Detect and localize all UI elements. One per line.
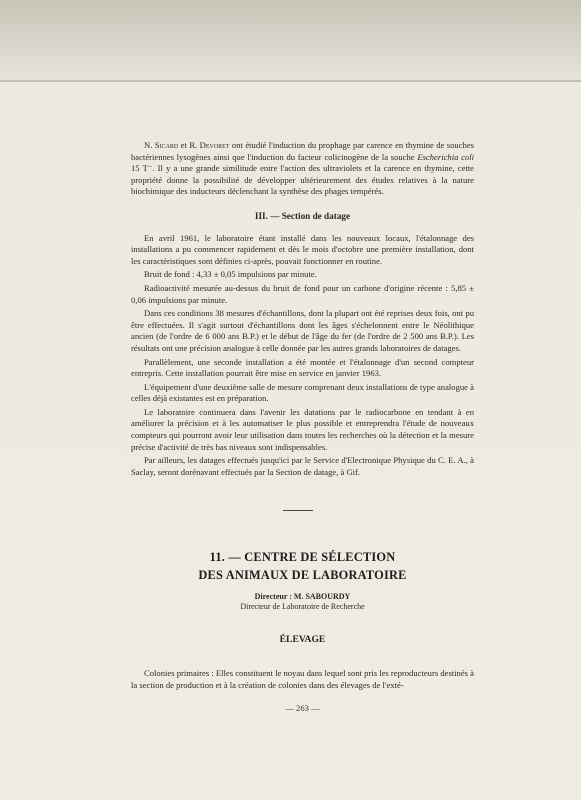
intro-text-a: ont étudié l'induction du prophage par carence en thymine de souches bactériennes lysogènes ainsi que l'induction du facteur colicinogène de la souche — [131, 140, 474, 162]
conjunction-text: et — [178, 140, 190, 150]
subsection-text-block — [131, 668, 474, 691]
subsection-heading: ÉLEVAGE — [279, 634, 326, 645]
paragraph: Radioactivité mesurée au-dessus du bruit de fond pour un carbone d'origine récente : 5,85 ± 0,06 impulsions par minute. — [131, 282, 474, 305]
paragraph: Bruit de fond : 4,33 ± 0,05 impulsions par minute. — [144, 269, 317, 280]
intro-text-b: 15 T⁻. Il y a une grande similitude entre l'action des ultraviolets et la carence en thymine, cette propriété donne la possibilité de développer ultérieurement des études relatives à la nature biochimique des inducteurs déclenchant la synthèse des phages tempérés. — [131, 163, 474, 197]
chapter-title-line: DES ANIMAUX DE LABORATOIRE — [198, 568, 407, 582]
paragraph: Le laboratoire continuera dans l'avenir les datations par le radiocarbone en tendant à en améliorer la précision et à les automatiser le plus possible et entreprendra l'étude de nouveaux compteurs qui pourront avoir leur utilisation dans toutes les recherches où la détection et la mesure précise d'activité de très bas niveaux sont indispensables. — [131, 406, 474, 452]
author-name: N. Sicard — [144, 140, 179, 150]
paragraph: Dans ces conditions 38 mesures d'échantillons, dont la plupart ont été reprises deux fois, ont pu être effectuées. Il s'agit surtout d'échantillons dont les âges s'échelonnent entre le Néolithique ancien (de l'ordre de 6 000 ans B.P.) et le début de l'âge du fer (de l'ordre de 2 500 ans B.P.). Les résultats ont une précision analogue à celle donnée par les autres grands laboratoires de datages. — [131, 308, 474, 353]
page-fold-line — [0, 80, 581, 82]
intro-paragraph — [131, 140, 474, 198]
paragraph: Colonies primaires : Elles constituent le noyau dans lequel sont pris les reproducteurs destinés à la section de production et à la création de colonies dans des élevages de l'exté- — [131, 668, 474, 690]
paragraph: L'équipement d'une deuxième salle de mesure comprenant deux installations de type analogue à celles déjà existantes est en préparation. — [131, 381, 474, 404]
director-role: Directeur de Laboratoire de Recherche — [240, 602, 365, 611]
author-name: R. Devoret — [189, 140, 230, 150]
chapter-title — [131, 548, 474, 584]
page-top-shadow — [0, 0, 581, 82]
page-number: — 263 — — [285, 703, 320, 713]
section-divider — [283, 510, 313, 511]
paragraph: Parallèlement, une seconde installation a été montée et l'étalonnage d'un second compteur entrepris. Cette installation pourrait être mise en service en janvier 1963. — [131, 356, 474, 379]
director-line — [131, 592, 474, 602]
paragraph: En avril 1961, le laboratoire étant installé dans les nouveaux locaux, l'étalonnage des installations a pu commencer rapidement et dès le mois d'octobre une première installation, dont les caractéristiques sont définies ci-après, pouvait fonctionner en routine. — [131, 232, 474, 266]
director-label: Directeur : — [254, 592, 294, 601]
chapter-title-line: 11. — CENTRE DE SÉLECTION — [209, 550, 396, 564]
director-block — [131, 592, 474, 612]
director-name: M. SABOURDY — [293, 592, 351, 601]
paragraph: Par ailleurs, les datages effectués jusqu'ici par le Service d'Electronique Physique du C. E. A., à Saclay, seront dorénavant effectués par la Section de datage, à Gif. — [131, 455, 474, 477]
section-heading: III. — Section de datage — [254, 210, 351, 221]
species-name: Escherichia coli — [417, 151, 474, 162]
main-text-block — [131, 140, 474, 480]
